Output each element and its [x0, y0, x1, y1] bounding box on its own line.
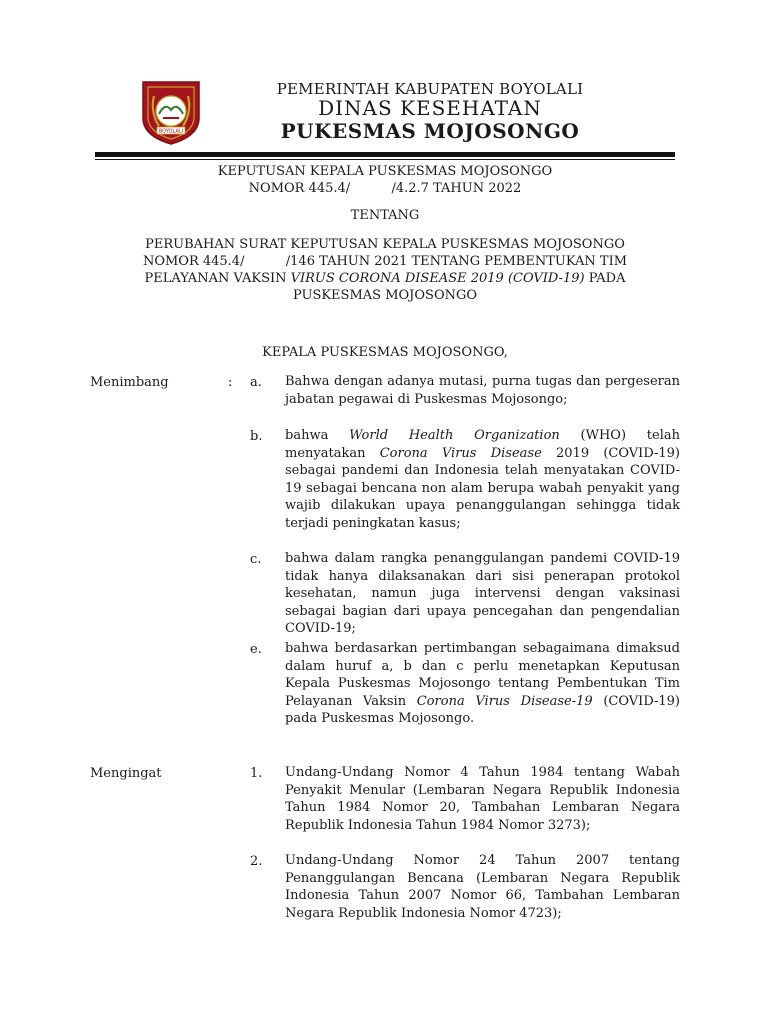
- subject-line-4: PUSKESMAS MOJOSONGO: [292, 288, 478, 303]
- subject-line-1: PERUBAHAN SURAT KEPUTUSAN KEPALA PUSKESMAS MOJOSONGO: [145, 237, 625, 252]
- mengingat-label: Mengingat: [90, 766, 162, 781]
- menimbang-item-b: bahwa World Health Organization (WHO) telah menyatakan Corona Virus Disease 2019 (COVID-19) sebagai pandemi dan Indonesia telah menyatakan COVID-19 sebagai bencana non alam berupa wabah penyakit yang wajib dilakukan upaya penanggulangan sehingga tidak terjadi peningkatan kasus;: [285, 428, 680, 531]
- menimbang-label: Menimbang: [90, 375, 169, 390]
- menimbang-item-a: Bahwa dengan adanya mutasi, purna tugas dan pergeseran jabatan pegawai di Puskesmas Mojosongo;: [285, 374, 680, 407]
- subject-line-2: NOMOR 445.4/ /146 TAHUN 2021 TENTANG PEMBENTUKAN TIM: [142, 254, 628, 269]
- menimbang-marker-a: a.: [250, 375, 262, 390]
- official-heading: KEPALA PUSKESMAS MOJOSONGO,: [262, 345, 508, 360]
- menimbang-colon: :: [228, 375, 233, 390]
- government-name: PEMERINTAH KABUPATEN BOYOLALI: [276, 80, 584, 98]
- menimbang-marker-b: b.: [250, 429, 263, 444]
- header-divider-thin: [95, 159, 675, 160]
- menimbang-item-c: bahwa dalam rangka penanggulangan pandemi COVID-19 tidak hanya dilaksanakan dari sisi penerapan protokol kesehatan, namun juga intervensi dengan vaksinasi sebagai bagian dari upaya pencegahan dan pengendalian COVID-19;: [285, 551, 680, 636]
- mengingat-marker-1: 1.: [250, 766, 263, 781]
- institution-name: PUKESMAS MOJOSONGO: [280, 119, 580, 143]
- boyolali-logo: [137, 78, 205, 146]
- menimbang-marker-c: c.: [250, 552, 262, 567]
- menimbang-item-e: bahwa berdasarkan pertimbangan sebagaimana dimaksud dalam huruf a, b dan c perlu menetapkan Keputusan Kepala Puskesmas Mojosongo tentang Pembentukan Tim Pelayanan Vaksin Corona Virus Disease-19 (COVID-19) pada Puskesmas Mojosongo.: [285, 641, 680, 726]
- mengingat-item-2: Undang-Undang Nomor 24 Tahun 2007 tentang Penanggulangan Bencana (Lembaran Negara Republik Indonesia Tahun 2007 Nomor 66, Tambahan Lembaran Negara Republik Indonesia Nomor 4723);: [285, 853, 680, 921]
- mengingat-item-1: Undang-Undang Nomor 4 Tahun 1984 tentang Wabah Penyakit Menular (Lembaran Negara Republik Indonesia Tahun 1984 Nomor 20, Tambahan Lembaran Negara Republik Indonesia Tahun 1984 Nomor 3273);: [285, 765, 680, 833]
- logo-banner-text: BOYOLALI: [158, 128, 184, 135]
- decree-title: KEPUTUSAN KEPALA PUSKESMAS MOJOSONGO: [217, 164, 553, 179]
- agency-name: DINAS KESEHATAN: [318, 96, 542, 120]
- header-divider-thick: [95, 152, 675, 157]
- menimbang-marker-e: e.: [250, 642, 262, 657]
- mengingat-marker-2: 2.: [250, 854, 263, 869]
- subject-line-3: PELAYANAN VAKSIN VIRUS CORONA DISEASE 2019 (COVID-19) PADA: [144, 271, 626, 286]
- tentang-heading: TENTANG: [350, 208, 420, 223]
- decree-number: NOMOR 445.4/ /4.2.7 TAHUN 2022: [248, 181, 522, 196]
